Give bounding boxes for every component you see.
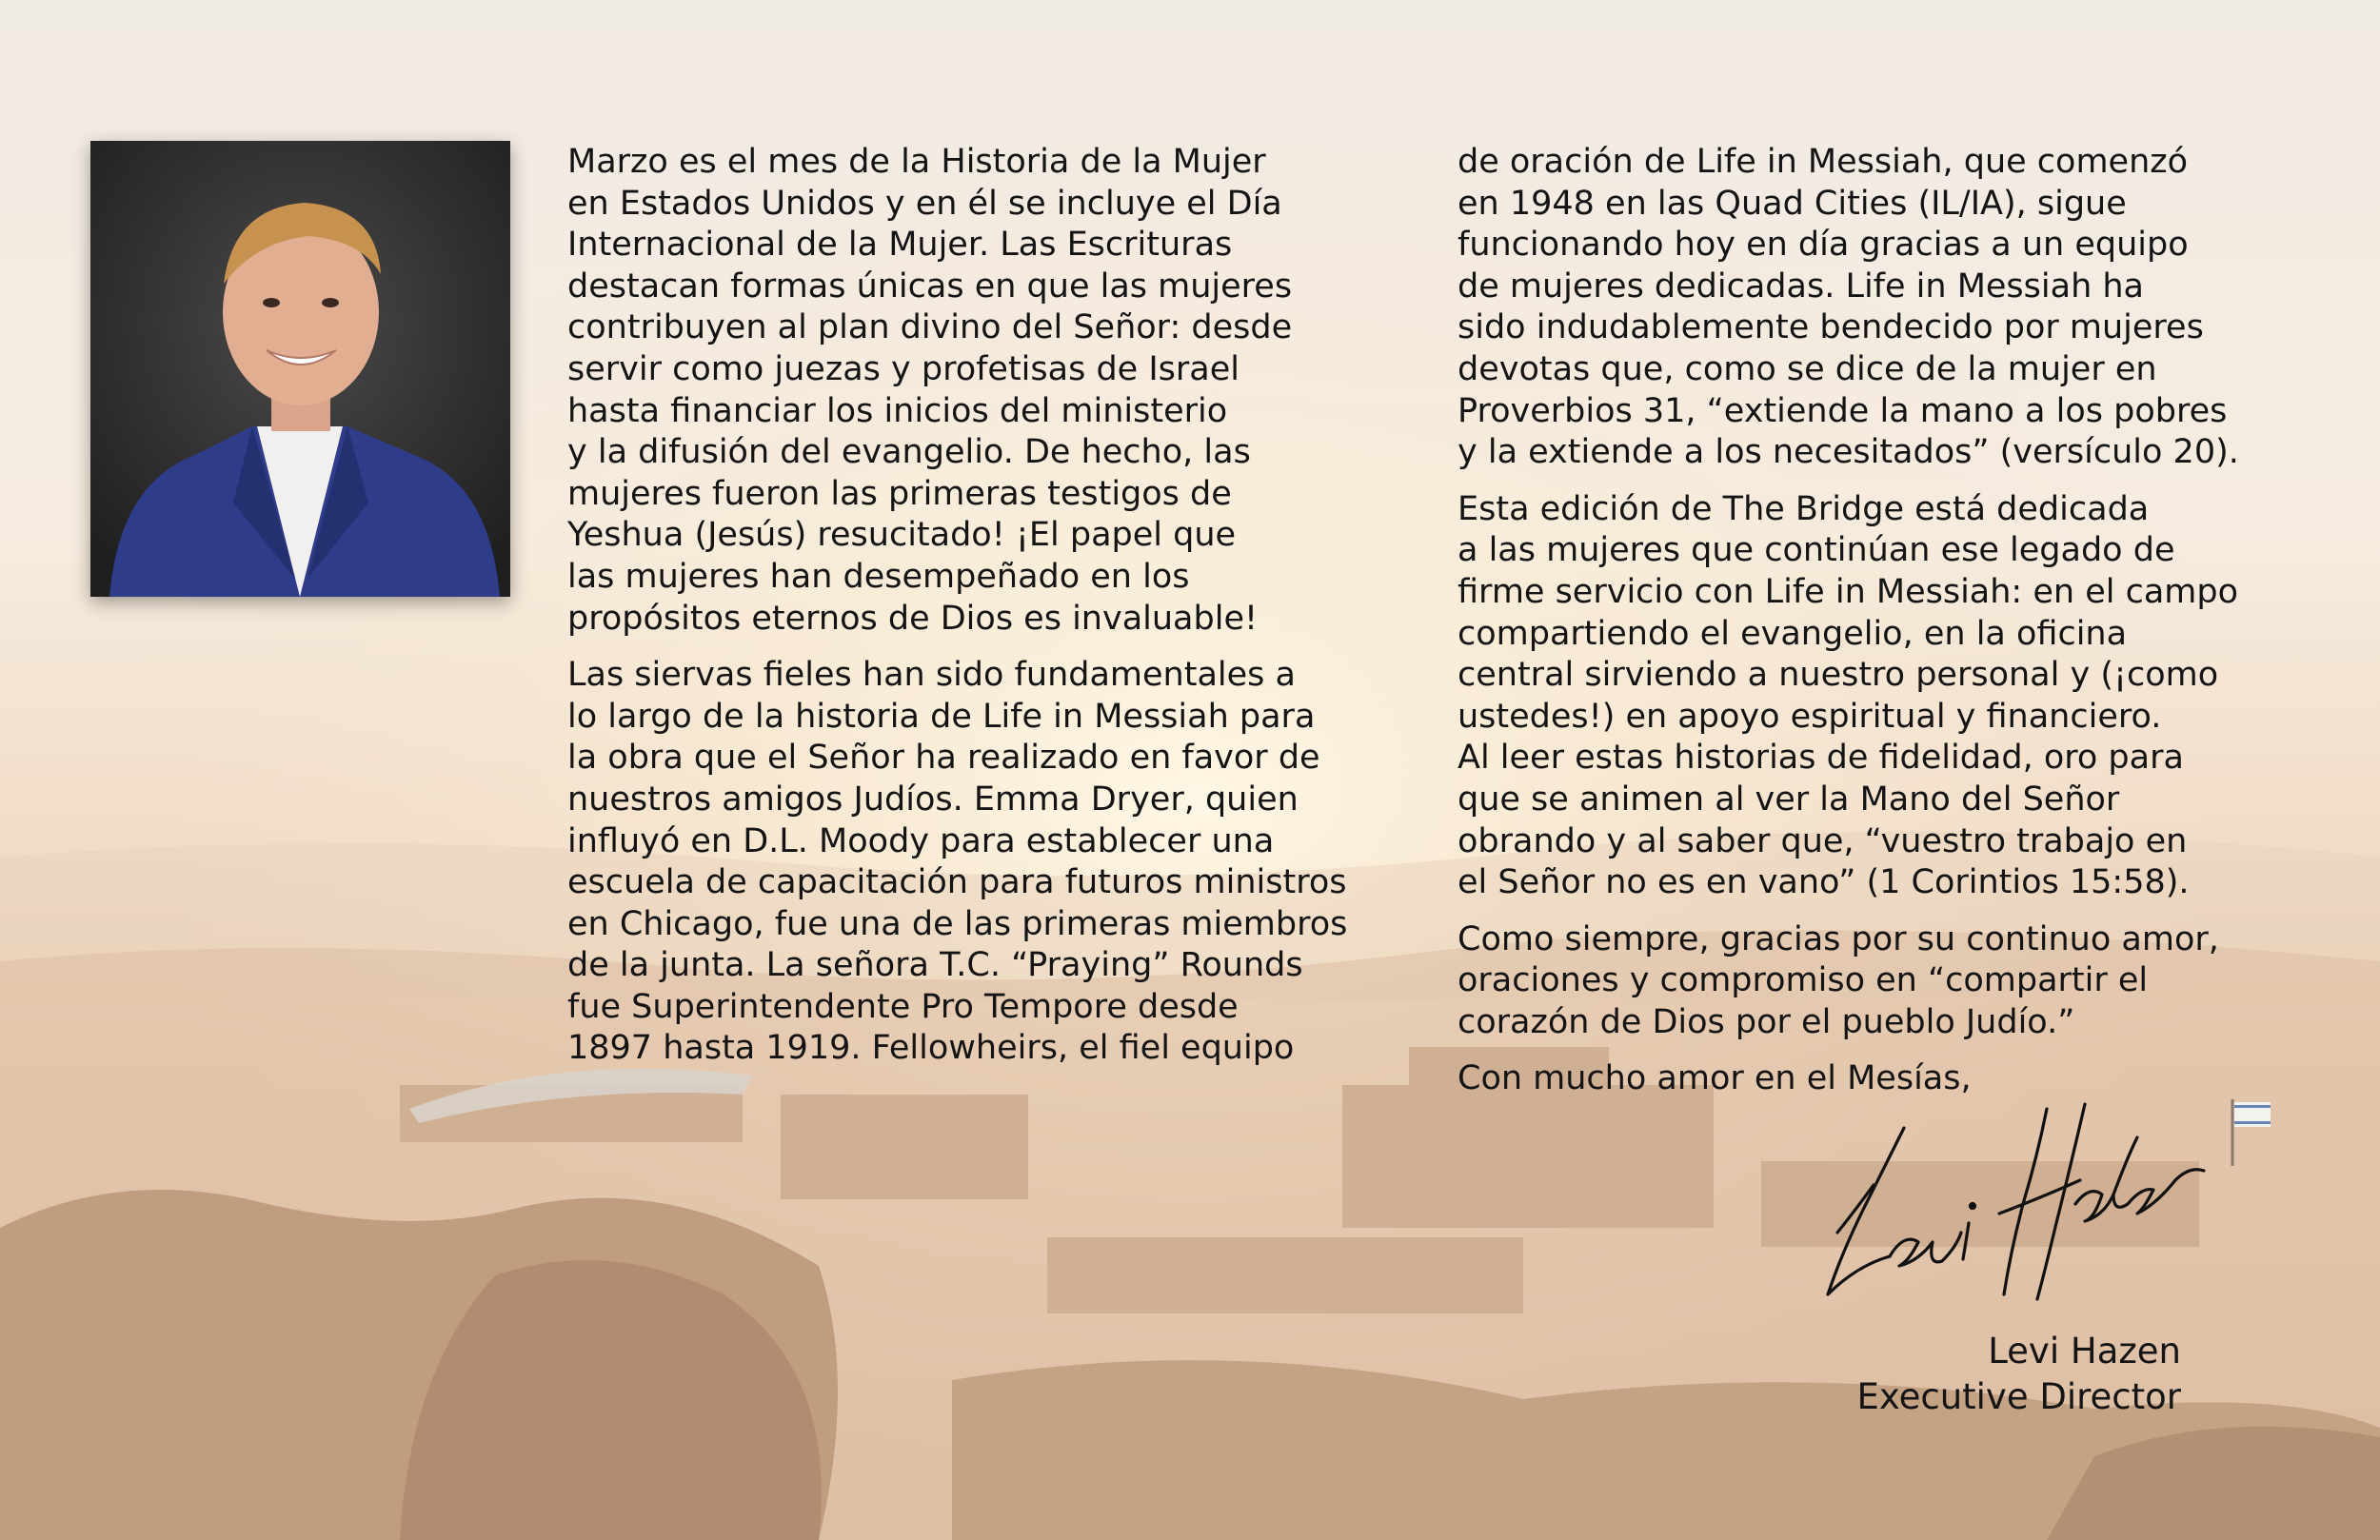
letter-right-column	[1458, 142, 2371, 1100]
paragraph: Esta edición de The Bridge está dedicada a las mujeres que continúan ese legado de firme servicio con Life in Messiah: en el campo compartiendo el evangelio, en la oficina central sirviendo a nuestro personal y (¡como ustedes!) en apoyo espiritual y financiero. Al leer estas historias de fidelidad, oro para que se animen al ver la Mano del Señor obrando y al saber que, “vuestro trabajo en el Señor no es en vano” (1 Corintios 15:58).	[1458, 489, 2238, 902]
paragraph: Las siervas fieles han sido fundamentales a lo largo de la historia de Life in Messiah para la obra que el Señor ha realizado en favor de nuestros amigos Judíos. Emma Dryer, quien influyó en D.L. Moody para establecer una escuela de capacitación para futuros ministros en Chicago, fue una de las primeras miembros de la junta. La señora T.C. “Praying” Rounds fue Superintendente Pro Tempore desde 1897 hasta 1919. Fellowheirs, el fiel equipo	[567, 656, 1348, 1068]
author-portrait	[90, 141, 510, 597]
closing-line: Con mucho amor en el Mesías,	[1458, 1059, 1972, 1098]
paragraph: Marzo es el mes de la Historia de la Mujer en Estados Unidos y en él se incluye el Día Internacional de la Mujer. Las Escrituras destacan formas únicas en que las mujeres contribuyen al plan divino del Señor: desde servir como juezas y profetisas de Israel hasta financiar los inicios del ministerio y la difusión del evangelio. De hecho, las mujeres fueron las primeras testigos de Yeshua (Jesús) resucitado! ¡El papel que las mujeres han desempeñado en los propósitos eternos de Dios es invaluable!	[567, 143, 1293, 638]
paragraph: de oración de Life in Messiah, que comenzó en 1948 en las Quad Cities (IL/IA), sigue funcionando hoy en día gracias a un equipo de mujeres dedicadas. Life in Messiah ha sido indudablemente bendecido por mujeres devotas que, como se dice de la mujer en Proverbios 31, “extiende la mano a los pobres y la extiende a los necesitados” (versículo 20).	[1458, 143, 2239, 472]
paragraph: Como siempre, gracias por su continuo amor, oraciones y compromiso en “compartir el corazón de Dios por el pueblo Judío.”	[1458, 919, 2219, 1041]
handwritten-signature	[1799, 1099, 2228, 1309]
signer-title: Executive Director	[1856, 1376, 2181, 1417]
signer-name: Levi Hazen	[1988, 1331, 2181, 1372]
signer-block	[1856, 1329, 2181, 1420]
letter-left-column	[567, 142, 1405, 1070]
